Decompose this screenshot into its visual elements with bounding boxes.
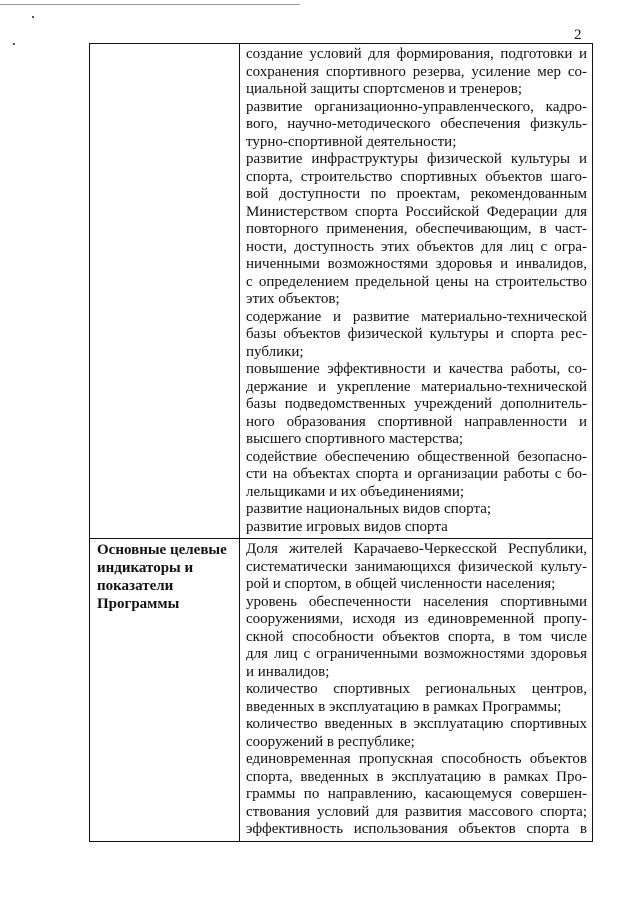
text-line: этих объектов; xyxy=(246,291,340,307)
text-line: введенных в эксплуатацию в рамках Программы; xyxy=(246,698,562,715)
text-line: уровень обеспеченности населения спортивными xyxy=(246,593,587,610)
text-line: высшего спортивного мастерства; xyxy=(246,431,464,447)
text-line: сооружениями, исходя из единовременной пропу- xyxy=(246,611,587,627)
row-content-cell xyxy=(240,44,593,539)
text-line: скной способности объектов спорта, в том числе xyxy=(246,628,587,645)
text-line: развитие организационно-управленческого, кадро- xyxy=(246,98,587,115)
text-line: для лиц с ограниченными возможностями здоровья xyxy=(246,646,587,662)
text-line: содействие обеспечению общественной безопасно- xyxy=(246,448,587,465)
text-line: рой и спортом, в общей численности населения; xyxy=(246,576,556,592)
text-line: развитие игровых видов спорта xyxy=(246,518,448,535)
text-line: развитие национальных видов спорта; xyxy=(246,501,492,517)
text-line: Министерством спорта Российской Федерации для xyxy=(246,203,587,220)
text-line: ного образования спортивной направленности и xyxy=(246,413,587,430)
text-line: ности, доступность этих объектов для лиц с огра- xyxy=(246,238,587,255)
text-line: спорта, строительство спортивных объектов шаго- xyxy=(246,168,587,185)
row-label: Программы xyxy=(97,596,180,612)
text-line: эффективность использования объектов спорта в xyxy=(246,821,587,837)
program-passport-table xyxy=(89,43,593,842)
text-line: лельщиками и их объединениями; xyxy=(246,483,465,500)
row-label-cell xyxy=(90,44,240,539)
text-line: количество введенных в эксплуатацию спортивных xyxy=(246,716,587,732)
text-line: ствования условий для развития массового спорта; xyxy=(246,803,587,820)
text-line: вой доступности по проектам, рекомендованным xyxy=(246,186,587,202)
text-line: содержание и развитие материально-технической xyxy=(246,308,587,325)
row-label: показатели xyxy=(97,578,174,594)
text-line: развитие инфраструктуры физической культуры и xyxy=(246,151,587,167)
text-line: циальной защиты спортсменов и тренеров; xyxy=(246,81,523,97)
text-line: спорта, введенных в эксплуатацию в рамках Про- xyxy=(246,768,587,785)
scan-edge-line xyxy=(0,4,300,5)
text-line: сти на объектах спорта и организации работы с бо- xyxy=(246,466,587,482)
row-label: индикаторы и xyxy=(97,560,194,576)
text-line: базы подведомственных учреждений дополнитель- xyxy=(246,396,587,412)
text-line: единовременная пропускная способность объектов xyxy=(246,751,587,767)
text-line: сооружений в республике; xyxy=(246,733,415,750)
text-line: систематически занимающихся физической культу- xyxy=(246,558,587,575)
text-line: граммы по направлению, касающемуся совершен- xyxy=(246,786,587,802)
text-line: Доля жителей Карачаево-Черкесской Республики, xyxy=(246,541,587,557)
scan-speck xyxy=(13,43,15,45)
text-line: вого, научно-методического обеспечения физкуль- xyxy=(246,116,587,132)
row-content-cell xyxy=(240,539,593,842)
text-line: сохранения спортивного резерва, усиление мер со- xyxy=(246,63,587,80)
text-line: держание и укрепление материально-технической xyxy=(246,378,587,395)
table-row xyxy=(90,44,593,539)
text-line: и инвалидов; xyxy=(246,663,330,680)
text-line: повторного применения, обеспечивающим, в част- xyxy=(246,221,587,237)
scan-speck xyxy=(32,16,34,18)
row-label: Основные целевые xyxy=(97,542,227,558)
text-line: с определением предельной цены на строительство xyxy=(246,273,587,290)
page-number: 2 xyxy=(574,27,582,43)
row-label-cell xyxy=(90,539,240,842)
text-line: публики; xyxy=(246,343,304,360)
text-line: турно-спортивной деятельности; xyxy=(246,133,457,150)
text-line: создание условий для формирования, подготовки и xyxy=(246,46,587,62)
text-line: повышение эффективности и качества работы, со- xyxy=(246,361,587,377)
text-line: количество спортивных региональных центров, xyxy=(246,681,587,697)
text-line: ниченными возможностями здоровья и инвалидов, xyxy=(246,256,587,272)
text-line: базы объектов физической культуры и спорта рес- xyxy=(246,326,587,342)
table-row xyxy=(90,539,593,842)
